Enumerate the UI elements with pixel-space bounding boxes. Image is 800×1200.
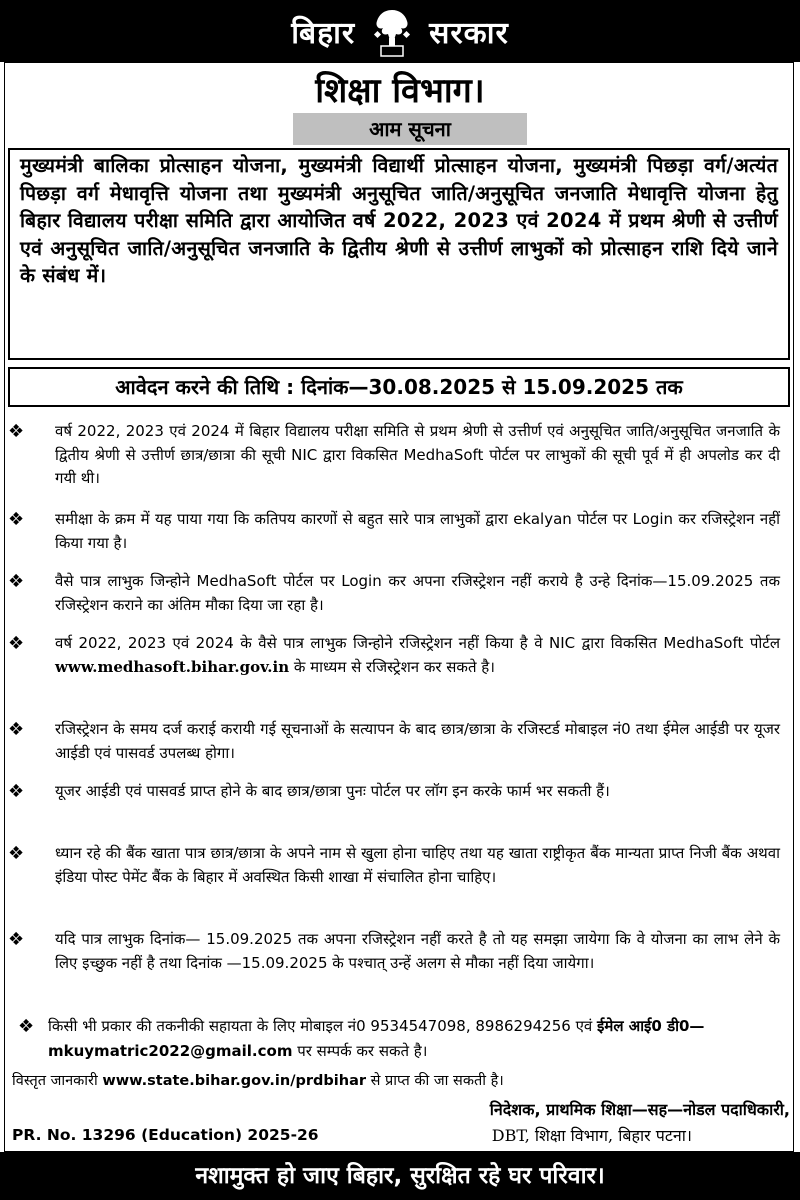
point-text: ध्यान रहे की बैंक खाता पात्र छात्र/छात्रा के अपने नाम से खुला होना चाहिए तथा यह खाता राष्ट्रीकृत बैंक मान्यता प्राप्त निजी बैंक अथवा इंडिया पोस्ट पेमेंट बैंक के बिहार में अवस्थित किसी शाखा में संचालित होना चाहिए। [55, 844, 780, 886]
point-text: वर्ष 2022, 2023 एवं 2024 के वैसे पात्र लाभुक जिन्होने रजिस्ट्रेशन नहीं किया है वे NIC द्वारा विकसित MedhaSoft पोर्टल www.medhasoft.bihar.gov.in के माध्यम से रजिस्ट्रेशन कर सकते है। [55, 634, 780, 676]
point-text: वर्ष 2022, 2023 एवं 2024 में बिहार विद्यालय परीक्षा समिति से प्रथम श्रेणी से उत्तीर्ण एवं अनुसूचित जाति/अनुसूचित जनजाति के द्वितीय श्रेणी से उत्तीर्ण छात्र/छात्रा की सूची NIC द्वारा विकसित MedhaSoft पोर्टल पर लाभुकों की सूची पूर्व में ही अपलोड कर दी गयी थी। [55, 422, 780, 487]
bullet-icon: ❖ [8, 633, 25, 654]
bullet-icon: ❖ [8, 571, 25, 592]
contact-email[interactable]: ईमेल आई0 डी0—mkuymatric2022@gmail.com [48, 1017, 705, 1060]
director-designation: निदेशक, प्राथमिक शिक्षा—सह—नोडल पदाधिकारी, [489, 1100, 790, 1119]
bullet-icon: ❖ [8, 929, 25, 950]
notice-label: आम सूचना [293, 113, 527, 145]
point-text: रजिस्ट्रेशन के समय दर्ज कराई करायी गई सूचनाओं के सत्यापन के बाद छात्र/छात्रा के रजिस्टर्ड मोबाइल नं0 तथा ईमेल आईडी पर यूजर आईडी एवं पासवर्ड उपलब्ध होगा। [55, 720, 780, 762]
prd-website-link[interactable]: www.state.bihar.gov.in/prdbihar [102, 1073, 367, 1089]
bullet-icon: ❖ [8, 719, 25, 740]
bullet-icon: ❖ [8, 781, 25, 802]
pr-number: PR. No. 13296 (Education) 2025-26 [12, 1126, 319, 1144]
director-department: DBT, शिक्षा विभाग, बिहार पटना। [491, 1126, 692, 1145]
header-right-word: सरकार [429, 15, 509, 51]
subject-box: मुख्यमंत्री बालिका प्रोत्साहन योजना, मुख्यमंत्री विद्यार्थी प्रोत्साहन योजना, मुख्यमंत्री पिछड़ा वर्ग/अत्यंत पिछड़ा वर्ग मेधावृत्ति योजना तथा मुख्यमंत्री अनुसूचित जाति/अनुसूचित जनजाति मेधावृत्ति योजना हेतु बिहार विद्यालय परीक्षा समिति द्वारा आयोजित वर्ष 2022, 2023 एवं 2024 में प्रथम श्रेणी से उत्तीर्ण एवं अनुसूचित जाति/अनुसूचित जनजाति के द्वितीय श्रेणी से उत्तीर्ण लाभुकों को प्रोत्साहन राशि दिये जाने के संबंध में। [8, 148, 790, 360]
bullet-icon: ❖ [8, 843, 25, 864]
point-text: यूजर आईडी एवं पासवर्ड प्राप्त होने के बाद छात्र/छात्रा पुनः पोर्टल पर लॉग इन करके फार्म भर सकती हैं। [55, 782, 610, 800]
header-left-word: बिहार [291, 15, 356, 51]
header-banner [0, 0, 800, 62]
bullet-icon: ❖ [8, 421, 25, 442]
bullet-icon: ❖ [8, 509, 25, 530]
contact-text: किसी भी प्रकार की तकनीकी सहायता के लिए मोबाइल नं0 9534547098, 8986294256 एवं ईमेल आई0 डी0—mkuymatric2022@gmail.com पर सम्पर्क कर सकते है। [48, 1017, 705, 1060]
more-info: विस्तृत जानकारी www.state.bihar.gov.in/prdbihar से प्राप्त की जा सकती है। [12, 1073, 504, 1089]
footer-slogan: नशामुक्त हो जाए बिहार, सुरक्षित रहे घर परिवार। [0, 1152, 800, 1200]
medhasoft-link[interactable]: www.medhasoft.bihar.gov.in [55, 657, 290, 676]
department-title: शिक्षा विभाग। [315, 71, 485, 111]
point-text: यदि पात्र लाभुक दिनांक— 15.09.2025 तक अपना रजिस्ट्रेशन नहीं करते है तो यह समझा जायेगा कि वे योजना का लाभ लेने के लिए इच्छुक नहीं है तथा दिनांक —15.09.2025 के पश्चात् उन्हें अलग से मौका नहीं दिया जायेगा। [55, 930, 780, 972]
bihar-emblem-icon [367, 4, 417, 58]
point-text: समीक्षा के क्रम में यह पाया गया कि कतिपय कारणों से बहुत सारे पात्र लाभुकों द्वारा ekalyan पोर्टल पर Login कर रजिस्ट्रेशन नहीं किया गया है। [55, 510, 780, 552]
point-text: वैसे पात्र लाभुक जिन्होने MedhaSoft पोर्टल पर Login कर अपना रजिस्ट्रेशन नहीं कराये है उन्हे दिनांक—15.09.2025 तक रजिस्ट्रेशन कराने का अंतिम मौका दिया जा रहा है। [55, 572, 780, 614]
application-dates: आवेदन करने की तिथि : दिनांक—30.08.2025 से 15.09.2025 तक [8, 367, 790, 407]
bullet-icon: ❖ [18, 1016, 35, 1037]
